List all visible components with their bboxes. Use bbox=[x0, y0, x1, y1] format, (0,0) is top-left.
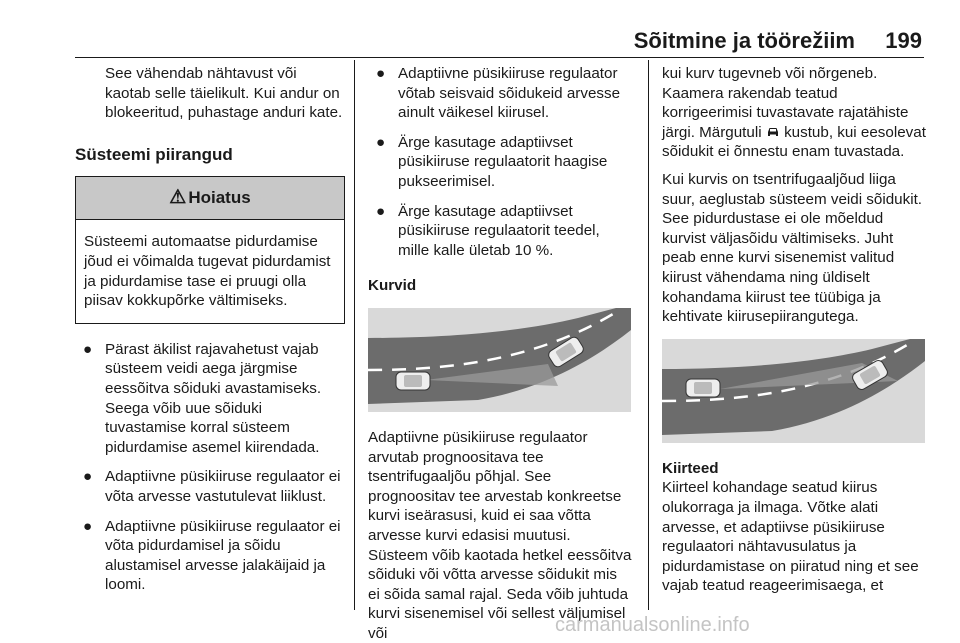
list-item-text: Adaptiivne püsikiiruse regulaator ei võta pidurdamisel ja sõidu alustamisel arvesse jalakäijaid ja loomi. bbox=[105, 517, 341, 594]
column-2 bbox=[368, 64, 633, 643]
curve-illustration-2 bbox=[662, 339, 925, 443]
curves-continued-paragraph bbox=[662, 64, 926, 162]
curve-illustration bbox=[368, 308, 631, 412]
column-divider-2 bbox=[648, 60, 649, 610]
warning-text: Süsteemi automaatse pidurdamise jõud ei võimalda tugevat pidurdamist ja pidurdamise tase ei pruugi olla piisav kokkupõrke vältimiseks. bbox=[84, 233, 331, 310]
column-1 bbox=[75, 64, 345, 605]
list-item bbox=[368, 202, 633, 261]
subsection-title: Kiirteed bbox=[662, 459, 719, 477]
curve-speed-paragraph: Kui kurvis on tsentrifugaaljõud liiga suur, aeglustab süsteem veidi sõidukit. See pidurdustase ei ole mõeldud kurvist väljasõidu vältimiseks. Juht peab enne kurvi sisenemist valitud kiirust vähendama ning üldiselt kohandama kiirust tee tüübiga ja kehtivate kiirusepiirangutega. bbox=[662, 170, 923, 326]
paragraph-text: kui kurv tugevneb või nõrgeneb. Kaamera rakendab teatud korrigeerimisi tuvastavate rajatähiste järgi. Märgutuli bbox=[662, 65, 909, 141]
warning-title: Hoiatus bbox=[188, 188, 251, 208]
list-item-text: Pärast äkilist rajavahetust vajab süsteem veidi aega järgmise eessõitva sõiduki avastamiseks. Seega võib uue sõiduki tuvastamise korral süsteem pidurdamise asemel kiirendada. bbox=[105, 340, 322, 456]
bullet-icon: ● bbox=[83, 517, 93, 535]
curves-paragraph: Adaptiivne püsikiiruse regulaator arvutab prognoositava tee tsentrifugaaljõu põhjal. See prognoositav tee arvestab konkreetse kurvi iseärasusi, kuid ei saa võtta arvesse kurvi edasisi muutusi. Süsteem võib kaotada hetkel eessõitva sõiduki või võtta arvesse sõidukit mis ei sõida samal rajal. Seda võib juhtuda kurvi sisenemisel või sellest väljumisel või bbox=[368, 428, 632, 642]
page-number: 199 bbox=[885, 28, 922, 53]
highways-paragraph: Kiirteel kohandage seatud kiirus olukorraga ja ilmaga. Võtke alati arvesse, et adaptiivse püsikiiruse regulaatori nähtavusulatus ja pidurdamistase on piiratud ning et see vajab teatud reageerimisaega, et bbox=[662, 479, 919, 595]
column-3 bbox=[662, 64, 926, 596]
car-own-icon bbox=[396, 372, 430, 390]
vehicle-ahead-icon bbox=[766, 126, 780, 138]
car-own-icon bbox=[686, 379, 720, 397]
warning-header bbox=[76, 177, 344, 220]
warning-box bbox=[75, 176, 345, 323]
bullet-icon: ● bbox=[376, 202, 386, 220]
list-item bbox=[75, 517, 345, 595]
list-item bbox=[75, 467, 345, 506]
warning-icon: ⚠ bbox=[169, 187, 187, 209]
bullet-icon: ● bbox=[83, 340, 93, 358]
header-rule bbox=[75, 57, 924, 58]
list-item-text: Adaptiivne püsikiiruse regulaator võtab seisvaid sõidukeid arvesse ainult väikesel kiirusel. bbox=[398, 65, 621, 122]
list-item bbox=[75, 340, 345, 458]
list-item bbox=[368, 133, 633, 192]
paragraph-text: kustub, kui eesolevat sõidukit ei õnnestu enam tuvastada. bbox=[662, 123, 926, 161]
bullet-icon: ● bbox=[376, 65, 386, 82]
list-item-text: Ärge kasutage adaptiivset püsikiiruse regulaatorit teedel, mille kalle ületab 10 %. bbox=[398, 202, 600, 259]
list-item-text: Adaptiivne püsikiiruse regulaator ei võta arvesse vastutulevat liiklust. bbox=[105, 468, 341, 505]
list-item-text: Ärge kasutage adaptiivset püsikiiruse regulaatorit haagise pukseerimisel. bbox=[398, 133, 608, 190]
column-divider-1 bbox=[354, 60, 355, 610]
bullet-icon: ● bbox=[376, 133, 386, 151]
bullet-icon: ● bbox=[83, 468, 93, 486]
section-title: Süsteemi piirangud bbox=[75, 144, 233, 164]
list-item bbox=[368, 64, 633, 123]
subsection-title: Kurvid bbox=[368, 277, 417, 295]
page-header-title: Sõitmine ja töörežiim bbox=[633, 28, 855, 53]
intro-paragraph: See vähendab nähtavust või kaotab selle täielikult. Kui andur on blokeeritud, puhastage anduri kate. bbox=[105, 65, 343, 122]
watermark: carmanualsonline.info bbox=[555, 614, 750, 636]
